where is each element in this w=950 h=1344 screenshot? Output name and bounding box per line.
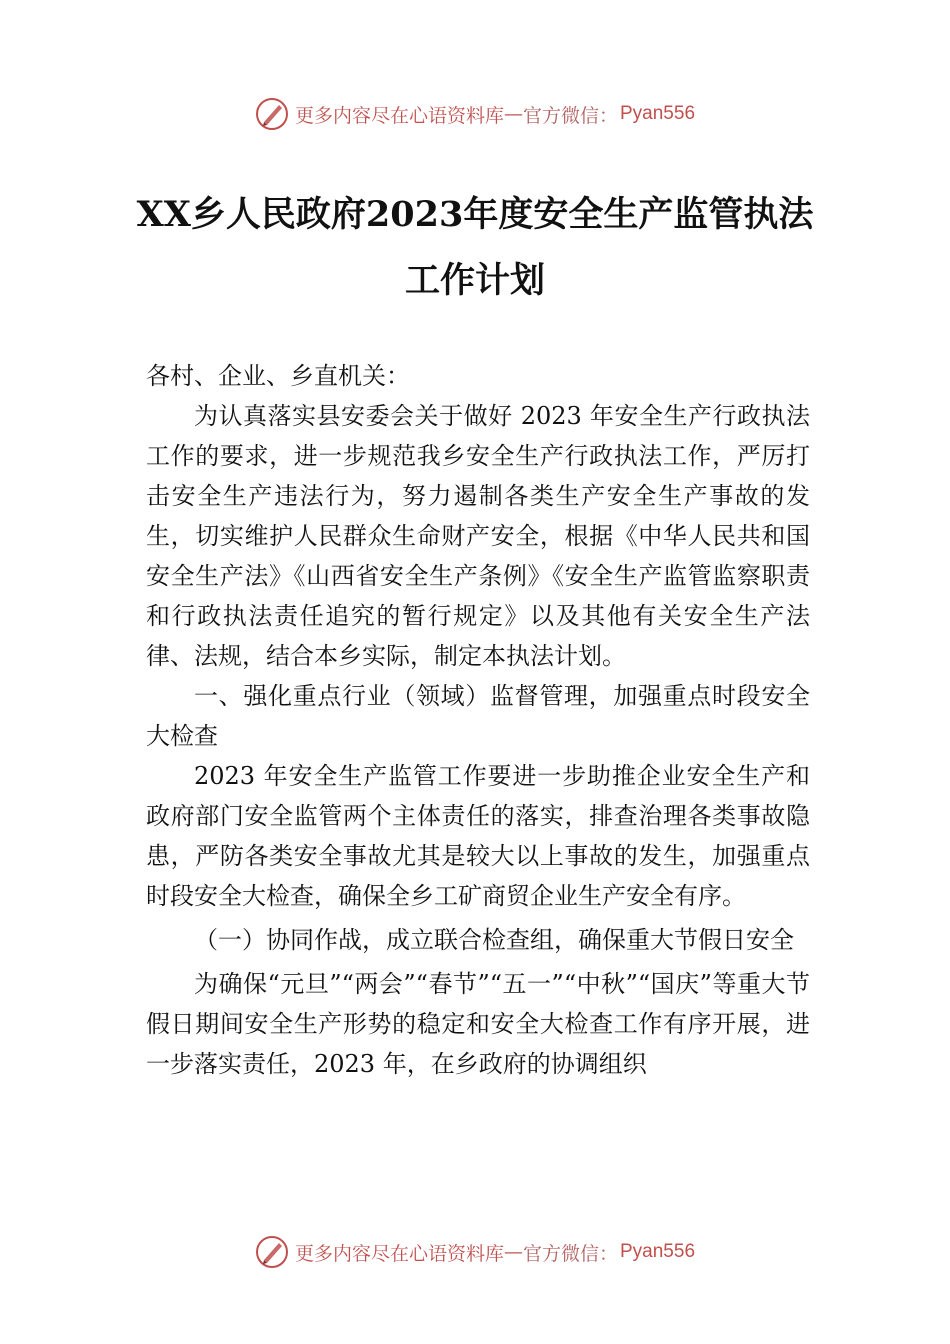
document-title: XX乡人民政府2023年度安全生产监管执法工作计划 — [136, 194, 814, 301]
pen-logo-icon — [255, 97, 289, 131]
header-watermark — [0, 94, 950, 134]
paragraph-section-1: 2023 年安全生产监管工作要进一步助推企业安全生产和政府部门安全监管两个主体责任的落实，排查治理各类事故隐患，严防各类安全事故尤其是较大以上事故的发生，加强重点时段安全大检查，确保全乡工矿商贸企业生产安全有序。 — [146, 762, 810, 910]
paragraph-intro: 为认真落实县安委会关于做好 2023 年安全生产行政执法工作的要求，进一步规范我乡安全生产行政执法工作，严厉打击安全生产违法行为，努力遏制各类生产安全生产事故的发生，切实维护人民群众生命财产安全，根据《中华人民共和国安全生产法》《山西省安全生产条例》《安全生产监管监察职责和行政执法责任追究的暂行规定》以及其他有关安全生产法律、法规，结合本乡实际，制定本执法计划。 — [146, 402, 810, 670]
header-watermark-text: 更多内容尽在心语资料库 — [294, 104, 504, 127]
header-separator: — — [503, 103, 523, 125]
footer-wechat-id: Pyan556 — [620, 1241, 696, 1262]
document-body — [146, 356, 810, 1084]
pen-logo-icon — [255, 1235, 289, 1269]
paragraph-subsection-1: 为确保“元旦”“两会”“春节”“五一”“中秋”“国庆”等重大节假日期间安全生产形势的稳定和安全大检查工作有序开展，进一步落实责任，2023 年，在乡政府的协调组织 — [146, 970, 810, 1078]
heading-subsection-1: （一）协同作战，成立联合检查组，确保重大节假日安全 — [194, 926, 794, 954]
salutation: 各村、企业、乡直机关： — [146, 362, 410, 390]
footer-watermark-text: 更多内容尽在心语资料库 — [294, 1242, 504, 1265]
footer-separator: — — [503, 1241, 523, 1263]
footer-wechat-label: 官方微信： — [522, 1242, 618, 1265]
heading-section-1: 一、强化重点行业（领域）监督管理，加强重点时段安全大检查 — [146, 682, 810, 750]
header-wechat-id: Pyan556 — [620, 103, 696, 124]
footer-watermark — [0, 1232, 950, 1272]
header-wechat-label: 官方微信： — [522, 104, 618, 127]
